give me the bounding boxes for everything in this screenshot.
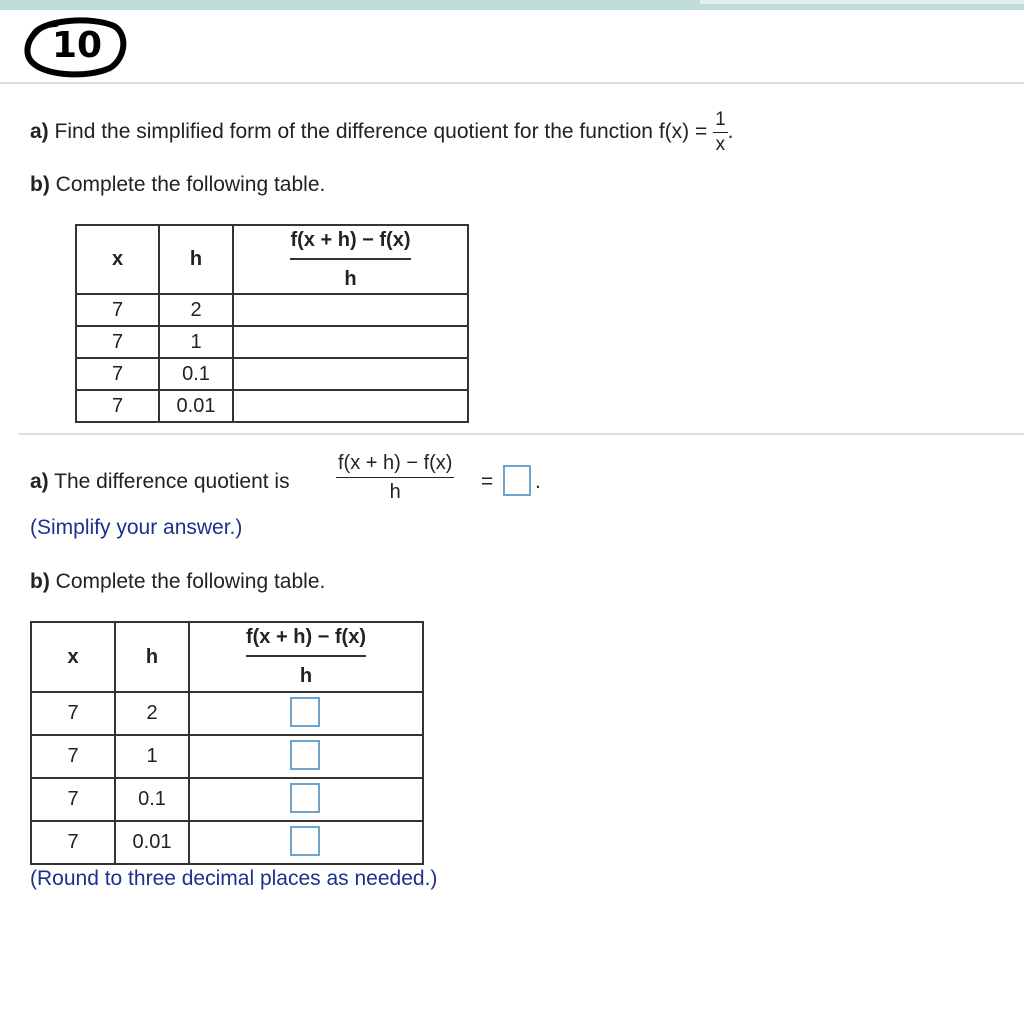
header-quotient-denominator: h xyxy=(299,665,313,687)
cell-x: 7 xyxy=(76,326,159,358)
problem-table xyxy=(75,224,469,423)
function-numerator: 1 xyxy=(715,109,726,130)
part-a-label: a) xyxy=(30,120,49,144)
cell-h: 1 xyxy=(159,326,233,358)
cell-quotient xyxy=(233,326,468,358)
answer-part-b-text: Complete the following table. xyxy=(55,570,326,593)
question-number: 10 xyxy=(52,25,103,66)
answer-part-a-text: The difference quotient is xyxy=(54,470,290,493)
answer-fraction-bar xyxy=(336,477,454,478)
simplify-hint: (Simplify your answer.) xyxy=(30,516,243,539)
answer-input-box[interactable] xyxy=(290,740,320,770)
cell-x: 7 xyxy=(31,692,115,735)
problem-part-a xyxy=(30,110,734,155)
header-quotient-denominator: h xyxy=(344,267,357,290)
answer-quotient-denominator: h xyxy=(389,481,401,503)
header-x: x xyxy=(76,225,159,294)
header-h: h xyxy=(159,225,233,294)
table-row xyxy=(31,735,423,778)
header-quotient xyxy=(189,622,423,692)
answer-part-b-label: b) xyxy=(30,570,50,593)
answer-input-box[interactable] xyxy=(290,826,320,856)
table-header-row xyxy=(31,622,423,692)
table-row xyxy=(31,692,423,735)
cell-x: 7 xyxy=(31,821,115,864)
cell-x: 7 xyxy=(31,778,115,821)
divider-top xyxy=(0,82,1024,84)
top-bar-highlight xyxy=(700,0,1024,4)
part-b-label: b) xyxy=(30,173,50,196)
answer-part-a xyxy=(30,469,290,495)
round-hint: (Round to three decimal places as needed.) xyxy=(30,867,438,890)
cell-x: 7 xyxy=(76,294,159,326)
answer-table xyxy=(30,621,424,865)
cell-x: 7 xyxy=(76,358,159,390)
header-quotient-numerator: f(x + h) − f(x) xyxy=(290,228,411,251)
cell-x: 7 xyxy=(76,390,159,422)
cell-h: 2 xyxy=(115,692,189,735)
divider-middle xyxy=(18,433,1024,435)
answer-part-b xyxy=(30,569,325,595)
table-row xyxy=(76,358,468,390)
problem-part-b xyxy=(30,172,325,198)
header-quotient-numerator: f(x + h) − f(x) xyxy=(245,626,366,648)
answer-quotient-numerator: f(x + h) − f(x) xyxy=(338,452,453,474)
cell-quotient xyxy=(233,390,468,422)
table-row xyxy=(31,821,423,864)
table-row xyxy=(76,294,468,326)
table-row xyxy=(76,326,468,358)
part-b-text: Complete the following table. xyxy=(55,173,326,196)
cell-h: 0.1 xyxy=(115,778,189,821)
function-denominator: x xyxy=(715,134,726,155)
header-fraction-bar xyxy=(290,258,410,260)
answer-period: . xyxy=(535,470,541,493)
part-a-text: Find the simplified form of the difference quotient for the function f(x) = xyxy=(54,120,708,144)
table-row xyxy=(76,390,468,422)
answer-quotient-fraction xyxy=(336,451,454,504)
answer-part-a-label: a) xyxy=(30,470,49,493)
function-fraction xyxy=(713,110,728,155)
cell-quotient xyxy=(233,294,468,326)
header-quotient-fraction xyxy=(246,626,366,688)
cell-h: 0.1 xyxy=(159,358,233,390)
header-quotient xyxy=(233,225,468,294)
table-header-row xyxy=(76,225,468,294)
header-x: x xyxy=(31,622,115,692)
answer-input-box[interactable] xyxy=(290,783,320,813)
header-fraction-bar xyxy=(246,655,366,657)
function-period: . xyxy=(727,120,734,144)
cell-h: 0.01 xyxy=(115,821,189,864)
answer-input-box[interactable] xyxy=(290,697,320,727)
table-row xyxy=(31,778,423,821)
question-number-badge xyxy=(22,14,130,80)
cell-h: 2 xyxy=(159,294,233,326)
cell-h: 0.01 xyxy=(159,390,233,422)
difference-quotient-answer-box[interactable] xyxy=(503,465,531,496)
cell-x: 7 xyxy=(31,735,115,778)
header-quotient-fraction xyxy=(290,229,410,291)
cell-h: 1 xyxy=(115,735,189,778)
cell-quotient xyxy=(233,358,468,390)
fraction-bar xyxy=(713,132,728,133)
header-h: h xyxy=(115,622,189,692)
answer-equals: = xyxy=(481,470,494,493)
